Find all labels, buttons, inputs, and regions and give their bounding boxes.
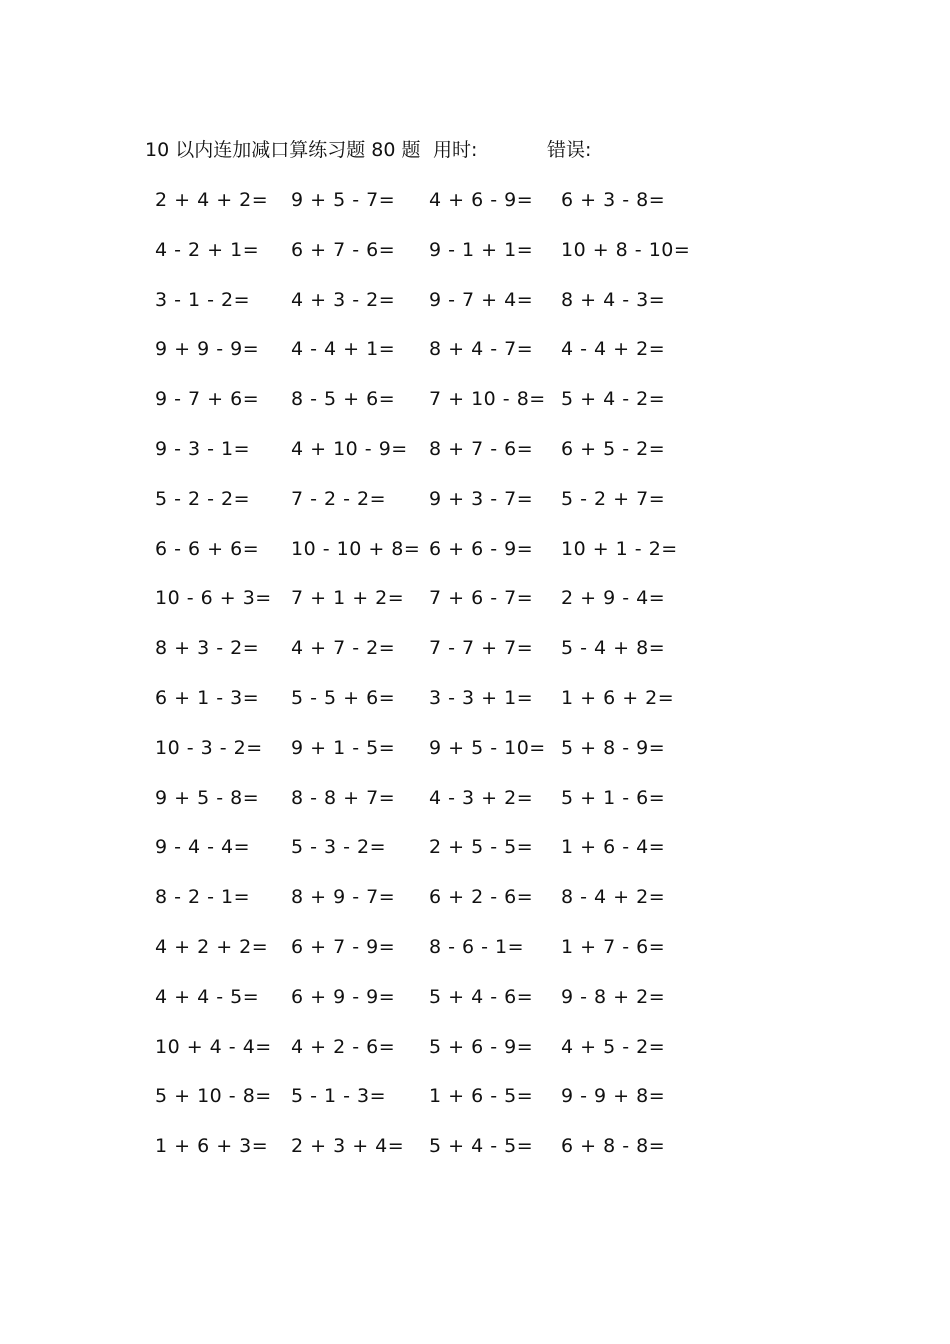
math-problem: 3 - 1 - 2=: [155, 288, 251, 311]
worksheet-title: 10 以内连加减口算练习题 80 题: [145, 139, 421, 161]
math-problem: 9 - 7 + 6=: [155, 388, 260, 411]
math-problem: 2 + 5 - 5=: [429, 836, 534, 859]
math-problem: 9 - 4 - 4=: [155, 836, 251, 859]
math-problem: 3 - 3 + 1=: [429, 686, 534, 709]
math-problem: 5 - 2 + 7=: [561, 487, 666, 510]
math-problem: 10 - 6 + 3=: [155, 587, 272, 610]
problem-row: [0, 1132, 950, 1182]
problem-row: [0, 584, 950, 634]
math-problem: 9 + 9 - 9=: [155, 338, 260, 361]
math-problem: 9 - 1 + 1=: [429, 238, 534, 261]
math-problem: 10 - 3 - 2=: [155, 736, 263, 759]
math-problem: 1 + 6 - 4=: [561, 836, 666, 859]
math-problem: 7 + 1 + 2=: [291, 587, 405, 610]
math-problem: 8 + 9 - 7=: [291, 886, 396, 909]
math-problem: 2 + 9 - 4=: [561, 587, 666, 610]
math-problem: 10 - 10 + 8=: [291, 537, 421, 560]
math-problem: 10 + 8 - 10=: [561, 238, 691, 261]
math-problem: 9 + 3 - 7=: [429, 487, 534, 510]
math-problem: 8 - 5 + 6=: [291, 388, 396, 411]
math-problem: 8 + 7 - 6=: [429, 437, 534, 460]
math-problem: 10 + 4 - 4=: [155, 1035, 272, 1058]
math-problem: 1 + 6 + 2=: [561, 686, 675, 709]
math-problem: 5 + 1 - 6=: [561, 786, 666, 809]
math-problem: 4 + 4 - 5=: [155, 985, 260, 1008]
math-problem: 6 + 5 - 2=: [561, 437, 666, 460]
math-problem: 6 + 2 - 6=: [429, 886, 534, 909]
math-problem: 6 + 9 - 9=: [291, 985, 396, 1008]
math-problem: 8 - 4 + 2=: [561, 886, 666, 909]
math-problem: 7 - 7 + 7=: [429, 637, 534, 660]
math-problem: 4 + 6 - 9=: [429, 189, 534, 211]
math-problem: 2 + 3 + 4=: [291, 1135, 405, 1158]
math-problem: 8 + 4 - 7=: [429, 338, 534, 361]
math-problem: 4 + 2 + 2=: [155, 935, 269, 958]
problem-row: [0, 684, 950, 734]
math-problem: 9 + 5 - 7=: [291, 189, 396, 211]
problem-grid: [0, 186, 950, 1182]
math-problem: 5 + 8 - 9=: [561, 736, 666, 759]
math-problem: 9 - 9 + 8=: [561, 1085, 666, 1108]
math-problem: 5 + 4 - 5=: [429, 1135, 534, 1158]
problem-row: [0, 186, 950, 236]
math-problem: 8 - 2 - 1=: [155, 886, 251, 909]
problem-row: [0, 335, 950, 385]
math-problem: 6 + 7 - 9=: [291, 935, 396, 958]
math-problem: 5 + 4 - 6=: [429, 985, 534, 1008]
time-used-label: 用时:: [433, 139, 478, 161]
problem-row: [0, 983, 950, 1033]
math-problem: 6 + 6 - 9=: [429, 537, 534, 560]
math-problem: 9 - 3 - 1=: [155, 437, 251, 460]
math-problem: 5 + 4 - 2=: [561, 388, 666, 411]
math-problem: 8 + 4 - 3=: [561, 288, 666, 311]
math-problem: 5 + 10 - 8=: [155, 1085, 272, 1108]
math-problem: 8 + 3 - 2=: [155, 637, 260, 660]
math-problem: 4 + 10 - 9=: [291, 437, 408, 460]
problem-row: [0, 1082, 950, 1132]
math-problem: 9 + 5 - 8=: [155, 786, 260, 809]
math-problem: 9 - 7 + 4=: [429, 288, 534, 311]
math-problem: 9 - 8 + 2=: [561, 985, 666, 1008]
math-problem: 9 + 1 - 5=: [291, 736, 396, 759]
math-problem: 8 - 8 + 7=: [291, 786, 396, 809]
problem-row: [0, 883, 950, 933]
problem-row: [0, 734, 950, 784]
math-problem: 5 - 3 - 2=: [291, 836, 387, 859]
math-problem: 4 + 2 - 6=: [291, 1035, 396, 1058]
math-problem: 7 + 6 - 7=: [429, 587, 534, 610]
math-problem: 7 + 10 - 8=: [429, 388, 546, 411]
math-problem: 4 - 4 + 2=: [561, 338, 666, 361]
math-problem: 5 - 4 + 8=: [561, 637, 666, 660]
math-problem: 5 + 6 - 9=: [429, 1035, 534, 1058]
math-problem: 1 + 6 + 3=: [155, 1135, 269, 1158]
math-problem: 4 - 2 + 1=: [155, 238, 260, 261]
math-problem: 4 - 4 + 1=: [291, 338, 396, 361]
problem-row: [0, 286, 950, 336]
math-problem: 5 - 2 - 2=: [155, 487, 251, 510]
problem-row: [0, 385, 950, 435]
math-problem: 4 - 3 + 2=: [429, 786, 534, 809]
problem-row: [0, 1033, 950, 1083]
math-problem: 9 + 5 - 10=: [429, 736, 546, 759]
math-problem: 8 - 6 - 1=: [429, 935, 525, 958]
math-problem: 1 + 6 - 5=: [429, 1085, 534, 1108]
problem-row: [0, 933, 950, 983]
problem-row: [0, 236, 950, 286]
math-problem: 4 + 5 - 2=: [561, 1035, 666, 1058]
math-problem: 1 + 7 - 6=: [561, 935, 666, 958]
math-problem: 6 + 3 - 8=: [561, 189, 666, 211]
problem-row: [0, 535, 950, 585]
math-problem: 10 + 1 - 2=: [561, 537, 678, 560]
problem-row: [0, 634, 950, 684]
math-problem: 6 + 7 - 6=: [291, 238, 396, 261]
math-problem: 7 - 2 - 2=: [291, 487, 387, 510]
problem-row: [0, 784, 950, 834]
math-problem: 2 + 4 + 2=: [155, 189, 269, 211]
math-problem: 6 + 8 - 8=: [561, 1135, 666, 1158]
problem-row: [0, 485, 950, 535]
math-problem: 5 - 5 + 6=: [291, 686, 396, 709]
math-problem: 4 + 3 - 2=: [291, 288, 396, 311]
problem-row: [0, 435, 950, 485]
problem-row: [0, 833, 950, 883]
math-problem: 6 + 1 - 3=: [155, 686, 260, 709]
math-problem: 6 - 6 + 6=: [155, 537, 260, 560]
math-problem: 4 + 7 - 2=: [291, 637, 396, 660]
math-problem: 5 - 1 - 3=: [291, 1085, 387, 1108]
error-count-label: 错误:: [547, 139, 592, 161]
